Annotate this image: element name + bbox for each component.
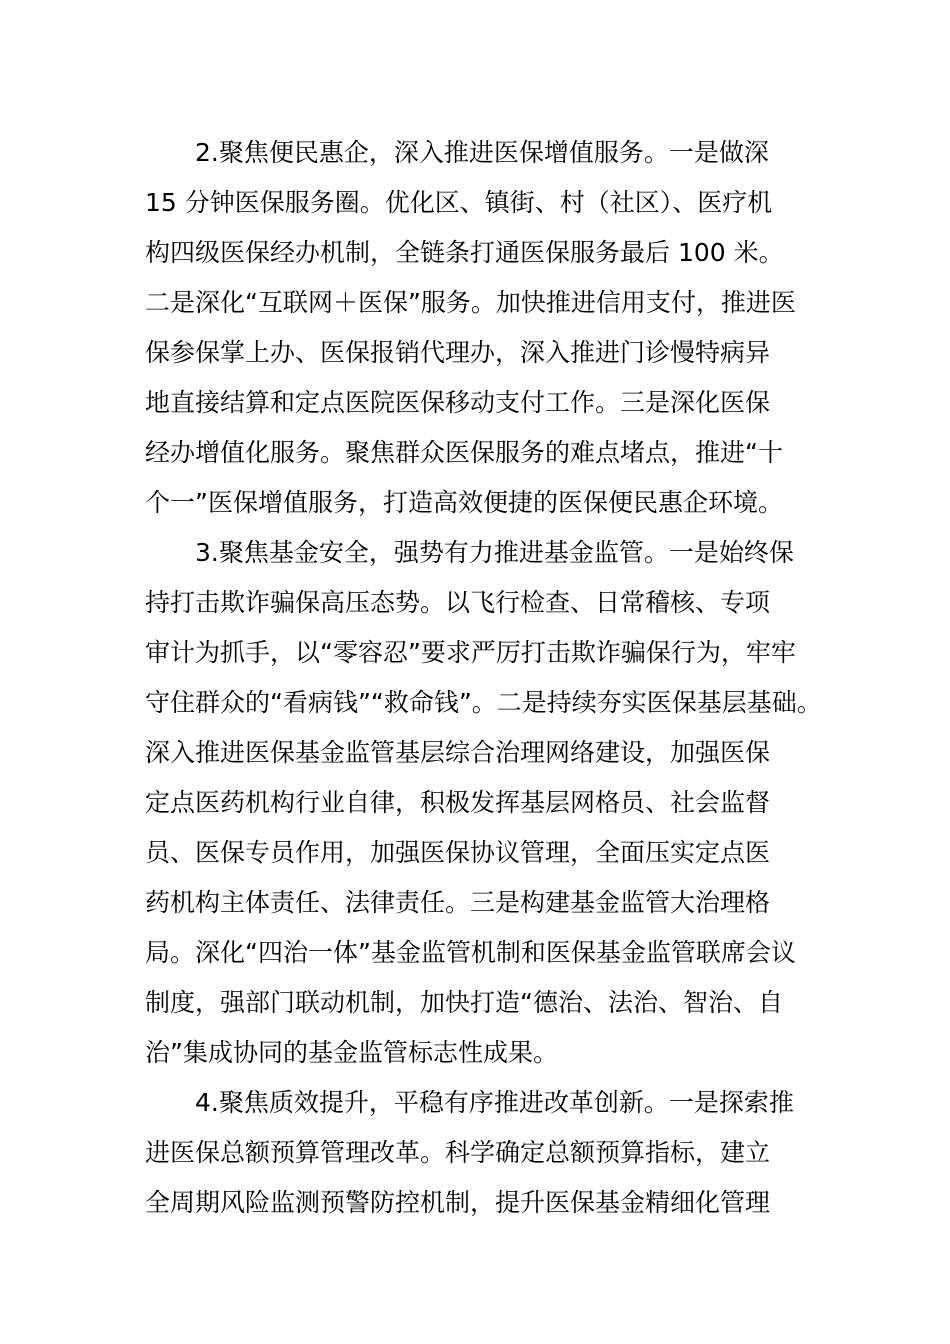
paragraph-3 [145,528,825,1078]
paragraph-line: 4.聚焦质效提升，平稳有序推进改革创新。一是探索推 [195,1088,794,1117]
paragraph-2 [145,128,825,528]
paragraph-line: 2.聚焦便民惠企，深入推进医保增值服务。一是做深 [195,138,769,167]
paragraph-line: 进医保总额预算管理改革。科学确定总额预算指标，建立 [145,1138,771,1167]
paragraph-line: 审计为抓手，以“零容忍”要求严厉打击欺诈骗保行为，牢牢 [145,638,796,667]
paragraph-line: 制度，强部门联动机制，加快打造“德治、法治、智治、自 [145,988,783,1017]
paragraph-line: 药机构主体责任、法律责任。三是构建基金监管大治理格 [145,888,771,917]
paragraph-line: 二是深化“互联网＋医保”服务。加快推进信用支付，推进医 [145,288,796,317]
document-body [145,128,825,1228]
paragraph-line: 局。深化“四治一体”基金监管机制和医保基金监管联席会议 [145,938,796,967]
paragraph-line: 定点医药机构行业自律，积极发挥基层网格员、社会监督 [145,788,771,817]
paragraph-line: 经办增值化服务。聚焦群众医保服务的难点堵点，推进“十 [145,438,783,467]
paragraph-line: 地直接结算和定点医院医保移动支付工作。三是深化医保 [145,388,771,417]
paragraph-line: 治”集成协同的基金监管标志性成果。 [145,1038,558,1067]
paragraph-4 [145,1078,825,1228]
paragraph-line: 员、医保专员作用，加强医保协议管理，全面压实定点医 [145,838,771,867]
paragraph-line: 全周期风险监测预警防控机制，提升医保基金精细化管理 [145,1188,771,1217]
paragraph-line: 持打击欺诈骗保高压态势。以飞行检查、日常稽核、专项 [145,588,771,617]
paragraph-line: 深入推进医保基金监管基层综合治理网络建设，加强医保 [145,738,771,767]
paragraph-line: 15 分钟医保服务圈。优化区、镇街、村（社区）、医疗机 [145,188,773,217]
paragraph-line: 3.聚焦基金安全，强势有力推进基金监管。一是始终保 [195,538,794,567]
paragraph-line: 个一”医保增值服务，打造高效便捷的医保便民惠企环境。 [145,488,783,517]
paragraph-line: 守住群众的“看病钱”“救命钱”。二是持续夯实医保基层基础。 [145,688,822,717]
paragraph-line: 保参保掌上办、医保报销代理办，深入推进门诊慢特病异 [145,338,771,367]
paragraph-line: 构四级医保经办机制，全链条打通医保服务最后 100 米。 [145,238,784,267]
